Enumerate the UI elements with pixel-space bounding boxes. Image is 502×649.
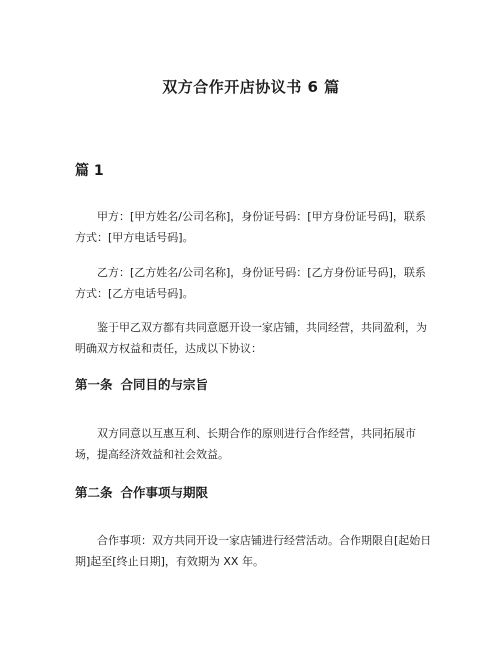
clause-2-heading xyxy=(75,483,208,501)
clause-2-title: 合作事项与期限 xyxy=(120,485,209,500)
clause-1-heading xyxy=(75,375,208,393)
clause-1-number: 第一条 xyxy=(75,377,113,392)
party-a-paragraph: 甲方：[甲方姓名/公司名称]，身份证号码：[甲方身份证号码]，联系方式：[甲方电话号码]。 xyxy=(75,210,426,244)
preamble-paragraph: 鉴于甲乙双方都有共同意愿开设一家店铺，共同经营，共同盈利，为明确双方权益和责任，达成以下协议： xyxy=(75,321,427,355)
party-b-paragraph: 乙方：[乙方姓名/公司名称]，身份证号码：[乙方身份证号码]，联系方式：[乙方电话号码]。 xyxy=(75,266,426,300)
clause-1-text: 双方同意以互惠互利、长期合作的原则进行合作经营，共同拓展市场，提高经济效益和社会效益。 xyxy=(75,427,416,461)
clause-2-text: 合作事项：双方共同开设一家店铺进行经营活动。合作期限自[起始日期]起至[终止日期]，有效期为 XX 年。 xyxy=(75,534,432,568)
document-title: 双方合作开店协议书 6 篇 xyxy=(162,78,340,96)
clause-1-title: 合同目的与宗旨 xyxy=(120,377,209,392)
clause-2-number: 第二条 xyxy=(75,485,113,500)
part-heading: 篇 1 xyxy=(75,163,104,179)
